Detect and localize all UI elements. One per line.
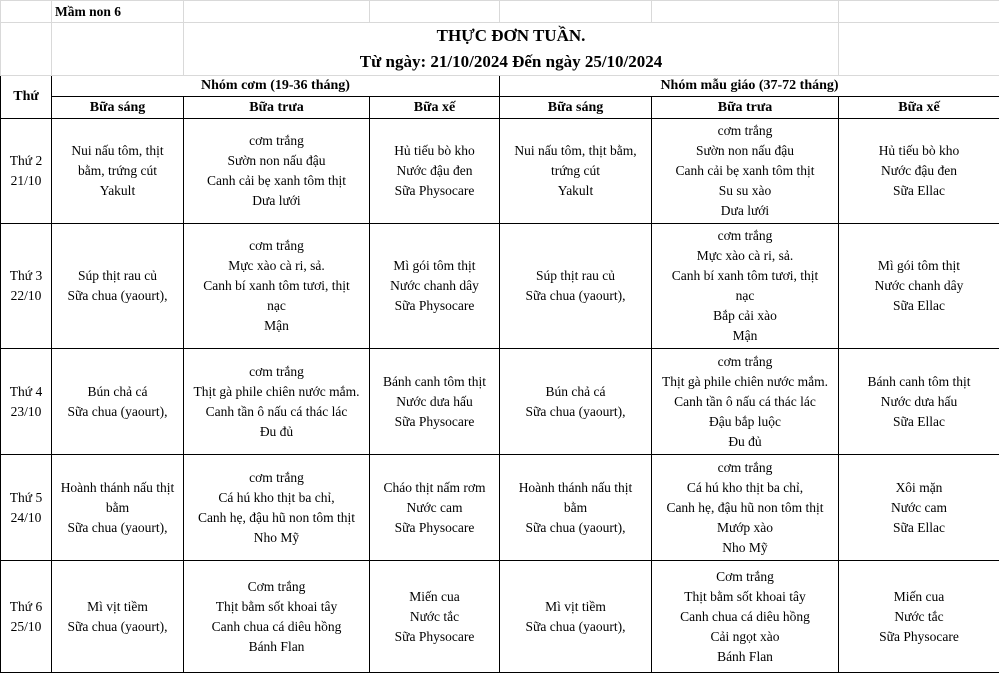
day-row	[1, 224, 999, 349]
menu-item: Nước tắc	[839, 607, 999, 627]
menu-cell	[839, 224, 999, 349]
menu-cell	[184, 455, 370, 561]
menu-item: cơm trắng	[652, 226, 838, 246]
menu-item: Mì vịt tiềm	[52, 597, 183, 617]
menu-item: Sữa Physocare	[370, 296, 499, 316]
menu-item: Canh bí xanh tôm tươi, thịt	[184, 276, 369, 296]
menu-item: Sườn non nấu đậu	[184, 151, 369, 171]
menu-cell	[184, 349, 370, 455]
menu-item: Sữa Ellac	[839, 518, 999, 538]
menu-item: Sữa chua (yaourt),	[52, 617, 183, 637]
menu-cell	[500, 561, 652, 673]
menu-cell	[500, 119, 652, 224]
menu-item: Canh tần ô nấu cá thác lác	[184, 402, 369, 422]
menu-item: Canh hẹ, đậu hũ non tôm thịt	[184, 508, 369, 528]
menu-cell	[184, 119, 370, 224]
menu-item: nạc	[652, 286, 838, 306]
school-name: Mầm non 6	[52, 1, 184, 23]
menu-cell	[652, 119, 839, 224]
menu-cell	[652, 455, 839, 561]
menu-item: Nho Mỹ	[184, 528, 369, 548]
day-label: Thứ 4	[1, 382, 51, 402]
menu-item: Sườn non nấu đậu	[652, 141, 838, 161]
menu-item: Bánh Flan	[184, 637, 369, 657]
menu-item: Cơm trắng	[184, 577, 369, 597]
menu-item: Đu đủ	[652, 432, 838, 452]
group-header-com: Nhóm cơm (19-36 tháng)	[52, 76, 500, 97]
menu-cell	[370, 119, 500, 224]
date-range: Từ ngày: 21/10/2024 Đến ngày 25/10/2024	[184, 49, 838, 75]
menu-item: Yakult	[500, 181, 651, 201]
menu-item: Thịt bằm sốt khoai tây	[652, 587, 838, 607]
day-row	[1, 349, 999, 455]
title-block	[184, 23, 839, 76]
day-date: 21/10	[1, 171, 51, 191]
menu-item: Sữa Physocare	[370, 412, 499, 432]
menu-cell	[839, 119, 999, 224]
menu-item: Đậu bắp luộc	[652, 412, 838, 432]
menu-item: Dưa lưới	[184, 191, 369, 211]
menu-item: Sữa chua (yaourt),	[500, 402, 651, 422]
menu-item: Sữa Physocare	[839, 627, 999, 647]
menu-item: nạc	[184, 296, 369, 316]
menu-cell	[652, 224, 839, 349]
menu-item: Nước chanh dây	[370, 276, 499, 296]
menu-item: Canh bí xanh tôm tươi, thịt	[652, 266, 838, 286]
meal-header: Bữa xế	[839, 97, 999, 119]
menu-cell	[839, 561, 999, 673]
meal-header: Bữa trưa	[652, 97, 839, 119]
menu-item: Mực xào cà ri, sả.	[652, 246, 838, 266]
menu-item: Nước cam	[370, 498, 499, 518]
menu-item: Bún chả cá	[52, 382, 183, 402]
day-date: 23/10	[1, 402, 51, 422]
menu-item: Canh chua cá diêu hồng	[652, 607, 838, 627]
menu-item: Bánh canh tôm thịt	[839, 372, 999, 392]
menu-item: cơm trắng	[184, 468, 369, 488]
menu-item: Xôi mặn	[839, 478, 999, 498]
menu-cell	[500, 455, 652, 561]
menu-item: Mì gói tôm thịt	[839, 256, 999, 276]
menu-item: Sữa Ellac	[839, 412, 999, 432]
menu-item: Hoành thánh nấu thịt	[52, 478, 183, 498]
menu-item: cơm trắng	[184, 131, 369, 151]
menu-item: Mì vịt tiềm	[500, 597, 651, 617]
group-header-mau-giao: Nhóm mẫu giáo (37-72 tháng)	[500, 76, 999, 97]
menu-item: Mực xào cà ri, sả.	[184, 256, 369, 276]
menu-cell	[52, 349, 184, 455]
menu-item: Bắp cải xào	[652, 306, 838, 326]
menu-item: Mận	[184, 316, 369, 336]
menu-item: Canh cải bẹ xanh tôm thịt	[652, 161, 838, 181]
day-row	[1, 119, 999, 224]
meal-header: Bữa xế	[370, 97, 500, 119]
menu-item: Bánh canh tôm thịt	[370, 372, 499, 392]
day-date: 25/10	[1, 617, 51, 637]
day-date: 22/10	[1, 286, 51, 306]
menu-item: Sữa chua (yaourt),	[500, 518, 651, 538]
menu-item: Yakult	[52, 181, 183, 201]
menu-item: Nui nấu tôm, thịt bằm,	[500, 141, 651, 161]
menu-item: Nước chanh dây	[839, 276, 999, 296]
menu-item: Sữa chua (yaourt),	[52, 286, 183, 306]
menu-item: Nui nấu tôm, thịt	[52, 141, 183, 161]
meal-header: Bữa trưa	[184, 97, 370, 119]
menu-item: Nước tắc	[370, 607, 499, 627]
menu-item: cơm trắng	[184, 236, 369, 256]
day-row	[1, 455, 999, 561]
menu-item: Sữa Ellac	[839, 296, 999, 316]
menu-cell	[184, 561, 370, 673]
menu-cell	[52, 561, 184, 673]
day-label: Thứ 5	[1, 488, 51, 508]
menu-item: Súp thịt rau củ	[52, 266, 183, 286]
menu-cell	[839, 349, 999, 455]
menu-item: Thịt gà phile chiên nước mắm.	[652, 372, 838, 392]
menu-item: Miến cua	[370, 587, 499, 607]
menu-item: Bánh Flan	[652, 647, 838, 667]
menu-item: Canh chua cá diêu hồng	[184, 617, 369, 637]
menu-item: Nước cam	[839, 498, 999, 518]
menu-item: Cháo thịt nấm rơm	[370, 478, 499, 498]
menu-item: Cá hú kho thịt ba chỉ,	[184, 488, 369, 508]
menu-item: Thịt bằm sốt khoai tây	[184, 597, 369, 617]
menu-item: Cải ngọt xào	[652, 627, 838, 647]
day-cell	[1, 561, 52, 673]
menu-item: Su su xào	[652, 181, 838, 201]
day-date: 24/10	[1, 508, 51, 528]
menu-item: Canh tần ô nấu cá thác lác	[652, 392, 838, 412]
menu-item: bằm, trứng cút	[52, 161, 183, 181]
menu-item: Sữa chua (yaourt),	[52, 518, 183, 538]
day-cell	[1, 119, 52, 224]
menu-cell	[652, 561, 839, 673]
meal-header: Bữa sáng	[52, 97, 184, 119]
day-column-header: Thứ	[1, 76, 52, 119]
menu-item: Sữa chua (yaourt),	[52, 402, 183, 422]
menu-item: Cơm trắng	[652, 567, 838, 587]
menu-item: Bún chả cá	[500, 382, 651, 402]
menu-cell	[370, 561, 500, 673]
menu-cell	[52, 224, 184, 349]
menu-item: Hoành thánh nấu thịt	[500, 478, 651, 498]
menu-cell	[370, 349, 500, 455]
menu-cell	[52, 119, 184, 224]
menu-cell	[652, 349, 839, 455]
menu-item: Hủ tiếu bò kho	[839, 141, 999, 161]
menu-cell	[184, 224, 370, 349]
day-label: Thứ 3	[1, 266, 51, 286]
menu-item: cơm trắng	[652, 458, 838, 478]
menu-item: bằm	[52, 498, 183, 518]
day-cell	[1, 224, 52, 349]
day-label: Thứ 2	[1, 151, 51, 171]
menu-item: Miến cua	[839, 587, 999, 607]
menu-item: Dưa lưới	[652, 201, 838, 221]
menu-item: Cá hú kho thịt ba chỉ,	[652, 478, 838, 498]
day-row	[1, 561, 999, 673]
menu-item: Nước đậu đen	[370, 161, 499, 181]
menu-item: Súp thịt rau củ	[500, 266, 651, 286]
menu-item: cơm trắng	[652, 352, 838, 372]
menu-item: cơm trắng	[184, 362, 369, 382]
menu-item: Mì gói tôm thịt	[370, 256, 499, 276]
menu-item: Hủ tiếu bò kho	[370, 141, 499, 161]
menu-item: Nước dưa hấu	[370, 392, 499, 412]
menu-item: Canh cải bẹ xanh tôm thịt	[184, 171, 369, 191]
menu-cell	[500, 349, 652, 455]
menu-item: Sữa Physocare	[370, 627, 499, 647]
menu-item: trứng cút	[500, 161, 651, 181]
menu-item: Nước dưa hấu	[839, 392, 999, 412]
menu-item: Nước đậu đen	[839, 161, 999, 181]
menu-item: Mướp xào	[652, 518, 838, 538]
page-title: THỰC ĐƠN TUẦN.	[184, 23, 838, 49]
menu-item: Sữa Physocare	[370, 181, 499, 201]
day-cell	[1, 455, 52, 561]
menu-cell	[839, 455, 999, 561]
menu-cell	[370, 224, 500, 349]
menu-item: Thịt gà phile chiên nước mắm.	[184, 382, 369, 402]
day-label: Thứ 6	[1, 597, 51, 617]
menu-item: Sữa Physocare	[370, 518, 499, 538]
menu-cell	[52, 455, 184, 561]
menu-item: Sữa chua (yaourt),	[500, 617, 651, 637]
menu-item: Mận	[652, 326, 838, 346]
menu-item: Sữa chua (yaourt),	[500, 286, 651, 306]
menu-cell	[370, 455, 500, 561]
menu-item: cơm trắng	[652, 121, 838, 141]
menu-item: Sữa Ellac	[839, 181, 999, 201]
menu-item: Canh hẹ, đậu hũ non tôm thịt	[652, 498, 838, 518]
menu-item: Đu đủ	[184, 422, 369, 442]
menu-item: bằm	[500, 498, 651, 518]
menu-cell	[500, 224, 652, 349]
day-cell	[1, 349, 52, 455]
menu-item: Nho Mỹ	[652, 538, 838, 558]
meal-header: Bữa sáng	[500, 97, 652, 119]
